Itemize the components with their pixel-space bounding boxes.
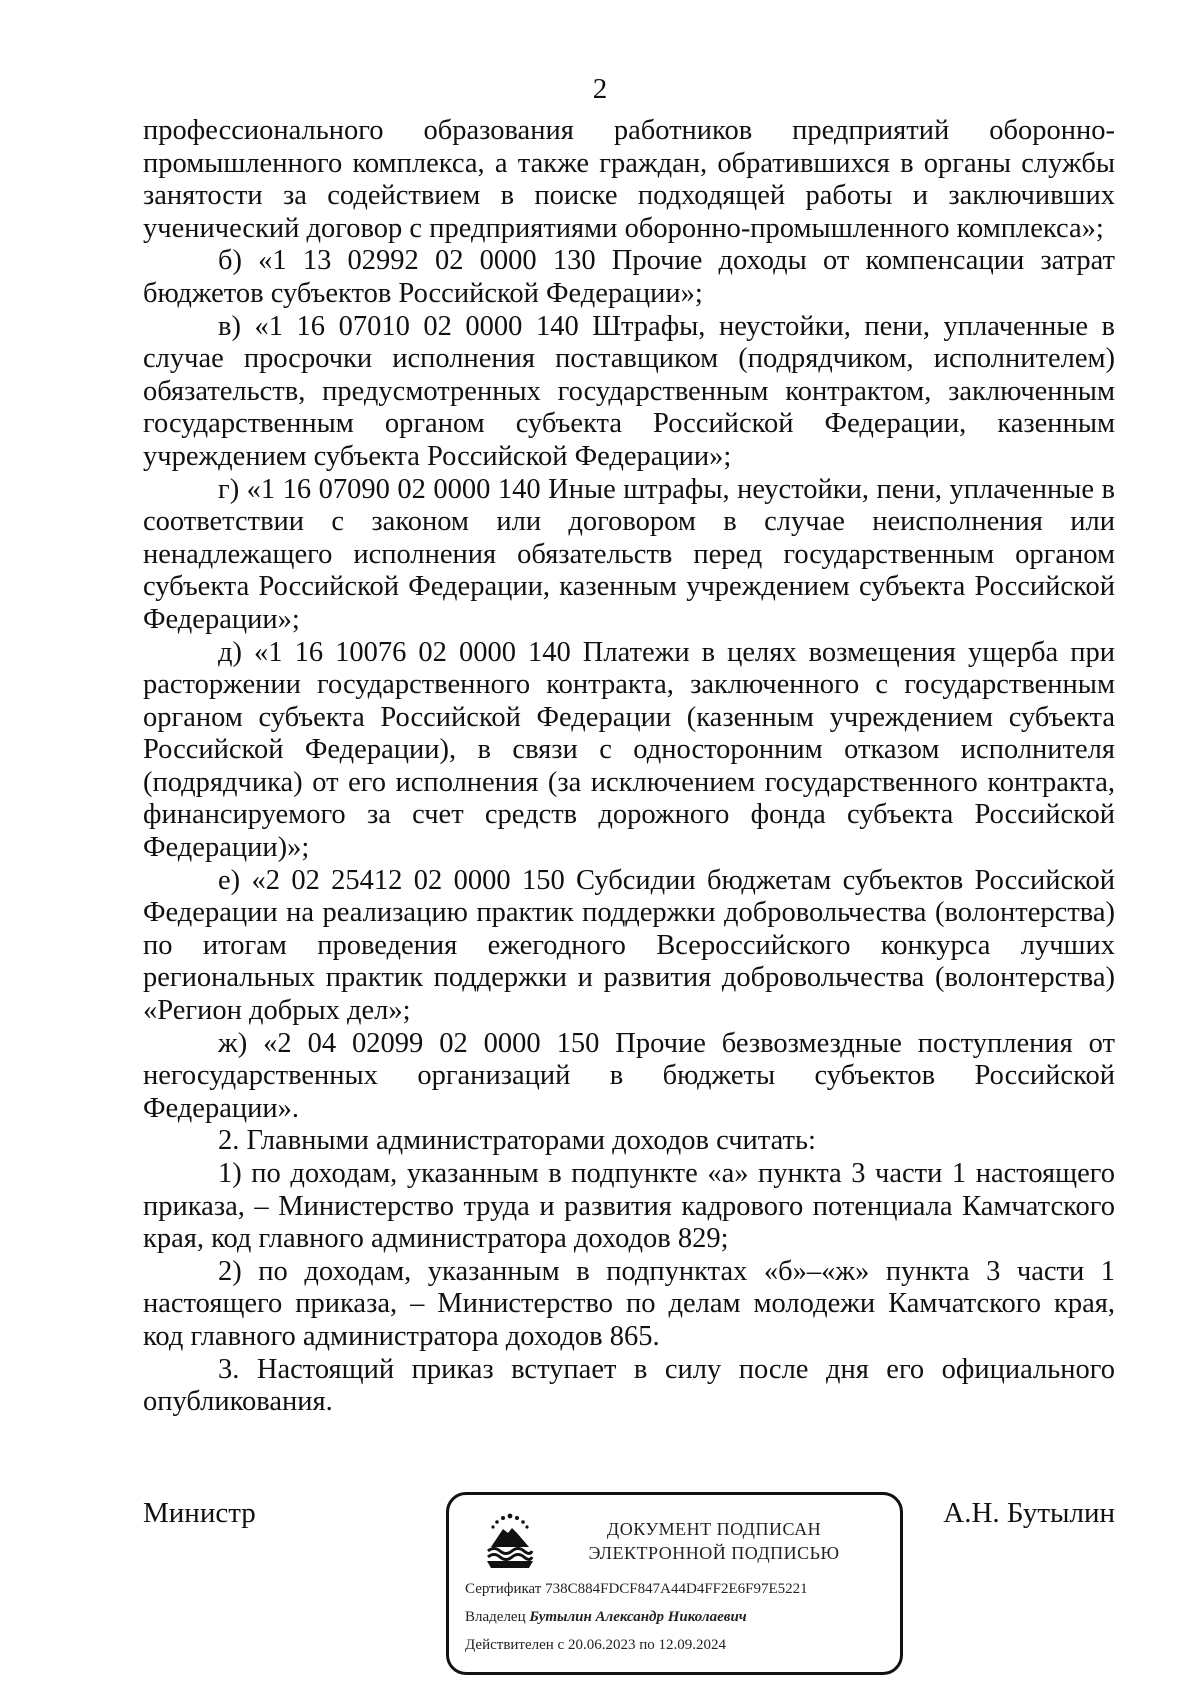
owner-value: Бутылин Александр Николаевич [529, 1609, 747, 1625]
stamp-heading-line2: ЭЛЕКТРОННОЙ ПОДПИСЬЮ [588, 1543, 840, 1563]
signer-name: А.Н. Бутылин [943, 1497, 1115, 1529]
valid-to: 12.09.2024 [658, 1637, 726, 1653]
paragraph-b: б) «1 13 02992 02 0000 130 Прочие доходы от компенсации затрат бюджетов субъектов Российской Федерации»; [143, 245, 1115, 309]
paragraph-e: е) «2 02 25412 02 0000 150 Субсидии бюджетам субъектов Российской Федерации на реализацию практик поддержки добровольчества (волонтерства) по итогам проведения ежегодного Всероссийского конкурса лучших региональных практик поддержки и развития добровольчества (волонтерства) «Регион добрых дел»; [143, 864, 1115, 1027]
paragraph-3: 3. Настоящий приказ вступает в силу после дня его официального опубликования. [143, 1353, 1115, 1418]
paragraph-d: д) «1 16 10076 02 0000 140 Платежи в целях возмещения ущерба при расторжении государственного контракта, заключенного с государственным органом субъекта Российской Федерации (казенным учреждением субъекта Российской Федерации), в связи с односторонним отказом исполнителя (подрядчика) от его исполнения (за исключением государственного контракта, финансируемого за счет средств дорожного фонда субъекта Российской Федерации)»; [143, 636, 1115, 864]
kamchatka-coat-of-arms-icon [483, 1511, 537, 1569]
paragraph-2: 2. Главными администраторами доходов считать: [218, 1125, 816, 1157]
owner-label: Владелец [465, 1609, 526, 1625]
paragraph-g: г) «1 16 07090 02 0000 140 Иные штрафы, неустойки, пени, уплаченные в соответствии с законом или договором в случае неисполнения или ненадлежащего исполнения обязательств перед государственным органом субъекта Российской Федерации, казенным учреждением субъекта Российской Федерации»; [143, 473, 1115, 635]
paragraph-v: в) «1 16 07010 02 0000 140 Штрафы, неустойки, пени, уплаченные в случае просрочки исполнения поставщиком (подрядчиком, исполнителем) обязательств, предусмотренных государственным контрактом, заключенным государственным органом субъекта Российской Федерации, казенным учреждением субъекта Российской Федерации»; [143, 310, 1115, 472]
paragraph-2-1: 1) по доходам, указанным в подпункте «а» пункта 3 части 1 настоящего приказа, – Министерство труда и развития кадрового потенциала Камчатского края, код главного администратора доходов 829; [143, 1158, 1115, 1255]
certificate-label: Сертификат [465, 1581, 542, 1597]
stamp-certificate-line [465, 1579, 808, 1599]
paragraph-continuation: профессионального образования работников предприятий оборонно-промышленного комплекса, а также граждан, обратившихся в органы службы занятости за содействием в поиске подходящей работы и заключивших ученический договор с предприятиями оборонно-промышленного комплекса»; [143, 115, 1115, 244]
paragraph-2-2: 2) по доходам, указанным в подпунктах «б»–«ж» пункта 3 части 1 настоящего приказа, – Министерство по делам молодежи Камчатского края, код главного администратора доходов 865. [143, 1255, 1115, 1352]
stamp-validity-line [465, 1635, 726, 1655]
stamp-heading-line1: ДОКУМЕНТ ПОДПИСАН [606, 1519, 822, 1539]
signer-title: Министр [143, 1497, 256, 1529]
valid-from: 20.06.2023 [567, 1637, 636, 1653]
valid-label: Действителен с [465, 1637, 565, 1653]
certificate-value: 738C884FDCF847A44D4FF2E6F97E5221 [545, 1581, 808, 1597]
paragraph-zh: ж) «2 04 02099 02 0000 150 Прочие безвозмездные поступления от негосударственных организаций в бюджеты субъектов Российской Федерации». [143, 1027, 1115, 1124]
page-number: 2 [592, 73, 608, 105]
document-body [143, 115, 1115, 1419]
stamp-owner-line [465, 1607, 747, 1627]
electronic-signature-stamp [446, 1492, 903, 1675]
valid-to-label: по [639, 1637, 655, 1653]
